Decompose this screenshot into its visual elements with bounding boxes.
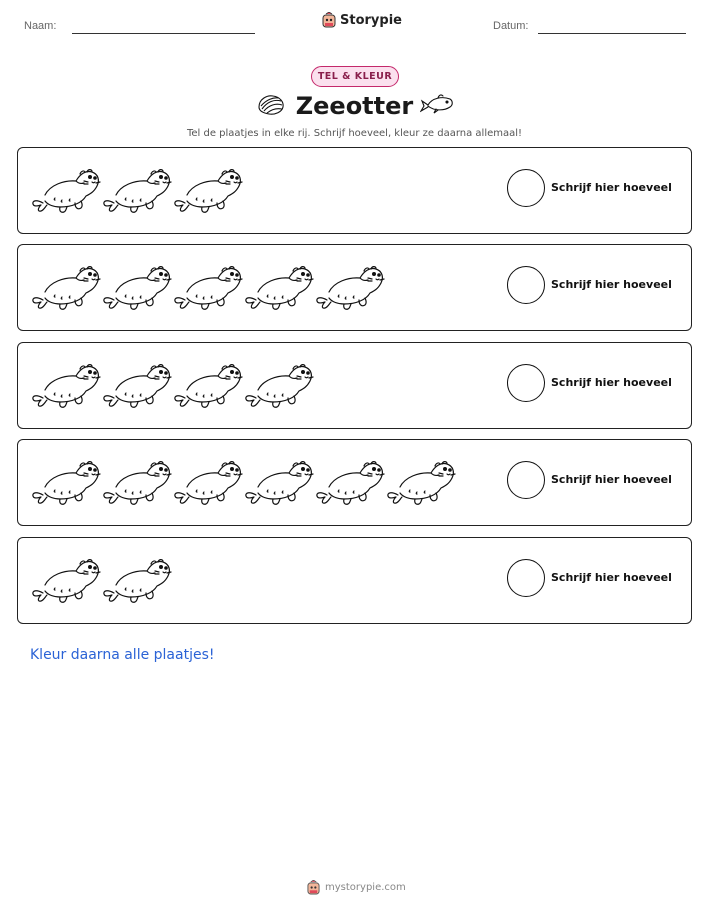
sea-otter-icon [101,553,172,605]
name-label: Naam: [24,20,57,32]
answer-label-2: Schrijf hier hoeveel [551,278,672,291]
sea-otter-icon [30,163,101,215]
sea-otter-icon [30,455,101,507]
answer-label-5: Schrijf hier hoeveel [551,571,672,584]
clam-shell-icon [257,93,285,121]
name-line[interactable] [72,33,255,34]
brand [322,12,402,28]
fish-icon [420,92,454,120]
brand-name: Storypie [340,12,402,28]
sea-otter-icon [314,260,385,312]
storypie-logo-icon [307,880,320,895]
sea-otter-icon [243,260,314,312]
instructions: Tel de plaatjes in elke rij. Schrijf hoeveel, kleur ze daarna allemaal! [186,128,523,139]
answer-circle-5[interactable] [507,559,545,597]
otter-group-1 [30,163,243,215]
sea-otter-icon [30,260,101,312]
footer [307,880,406,895]
activity-badge: TEL & KLEUR [311,66,399,87]
sea-otter-icon [385,455,456,507]
sea-otter-icon [101,260,172,312]
sea-otter-icon [101,455,172,507]
sea-otter-icon [30,553,101,605]
sea-otter-icon [243,358,314,410]
sea-otter-icon [172,358,243,410]
answer-circle-2[interactable] [507,266,545,304]
sea-otter-icon [172,455,243,507]
count-row-1 [17,147,692,234]
count-row-3 [17,342,692,429]
sea-otter-icon [172,163,243,215]
answer-circle-3[interactable] [507,364,545,402]
answer-label-3: Schrijf hier hoeveel [551,376,672,389]
count-row-2 [17,244,692,331]
otter-group-5 [30,553,172,605]
date-line[interactable] [538,33,686,34]
page-title: Zeeotter [295,92,414,120]
count-row-5 [17,537,692,624]
sea-otter-icon [101,163,172,215]
sea-otter-icon [243,455,314,507]
sea-otter-icon [30,358,101,410]
answer-label-4: Schrijf hier hoeveel [551,473,672,486]
answer-label-1: Schrijf hier hoeveel [551,181,672,194]
footer-url[interactable]: mystorypie.com [325,882,406,893]
answer-circle-1[interactable] [507,169,545,207]
date-label: Datum: [493,20,529,32]
storypie-logo-icon [322,12,336,28]
sea-otter-icon [314,455,385,507]
count-row-4 [17,439,692,526]
otter-group-3 [30,358,314,410]
sea-otter-icon [172,260,243,312]
sea-otter-icon [101,358,172,410]
footer-note: Kleur daarna alle plaatjes! [30,647,215,663]
otter-group-2 [30,260,385,312]
answer-circle-4[interactable] [507,461,545,499]
otter-group-4 [30,455,456,507]
